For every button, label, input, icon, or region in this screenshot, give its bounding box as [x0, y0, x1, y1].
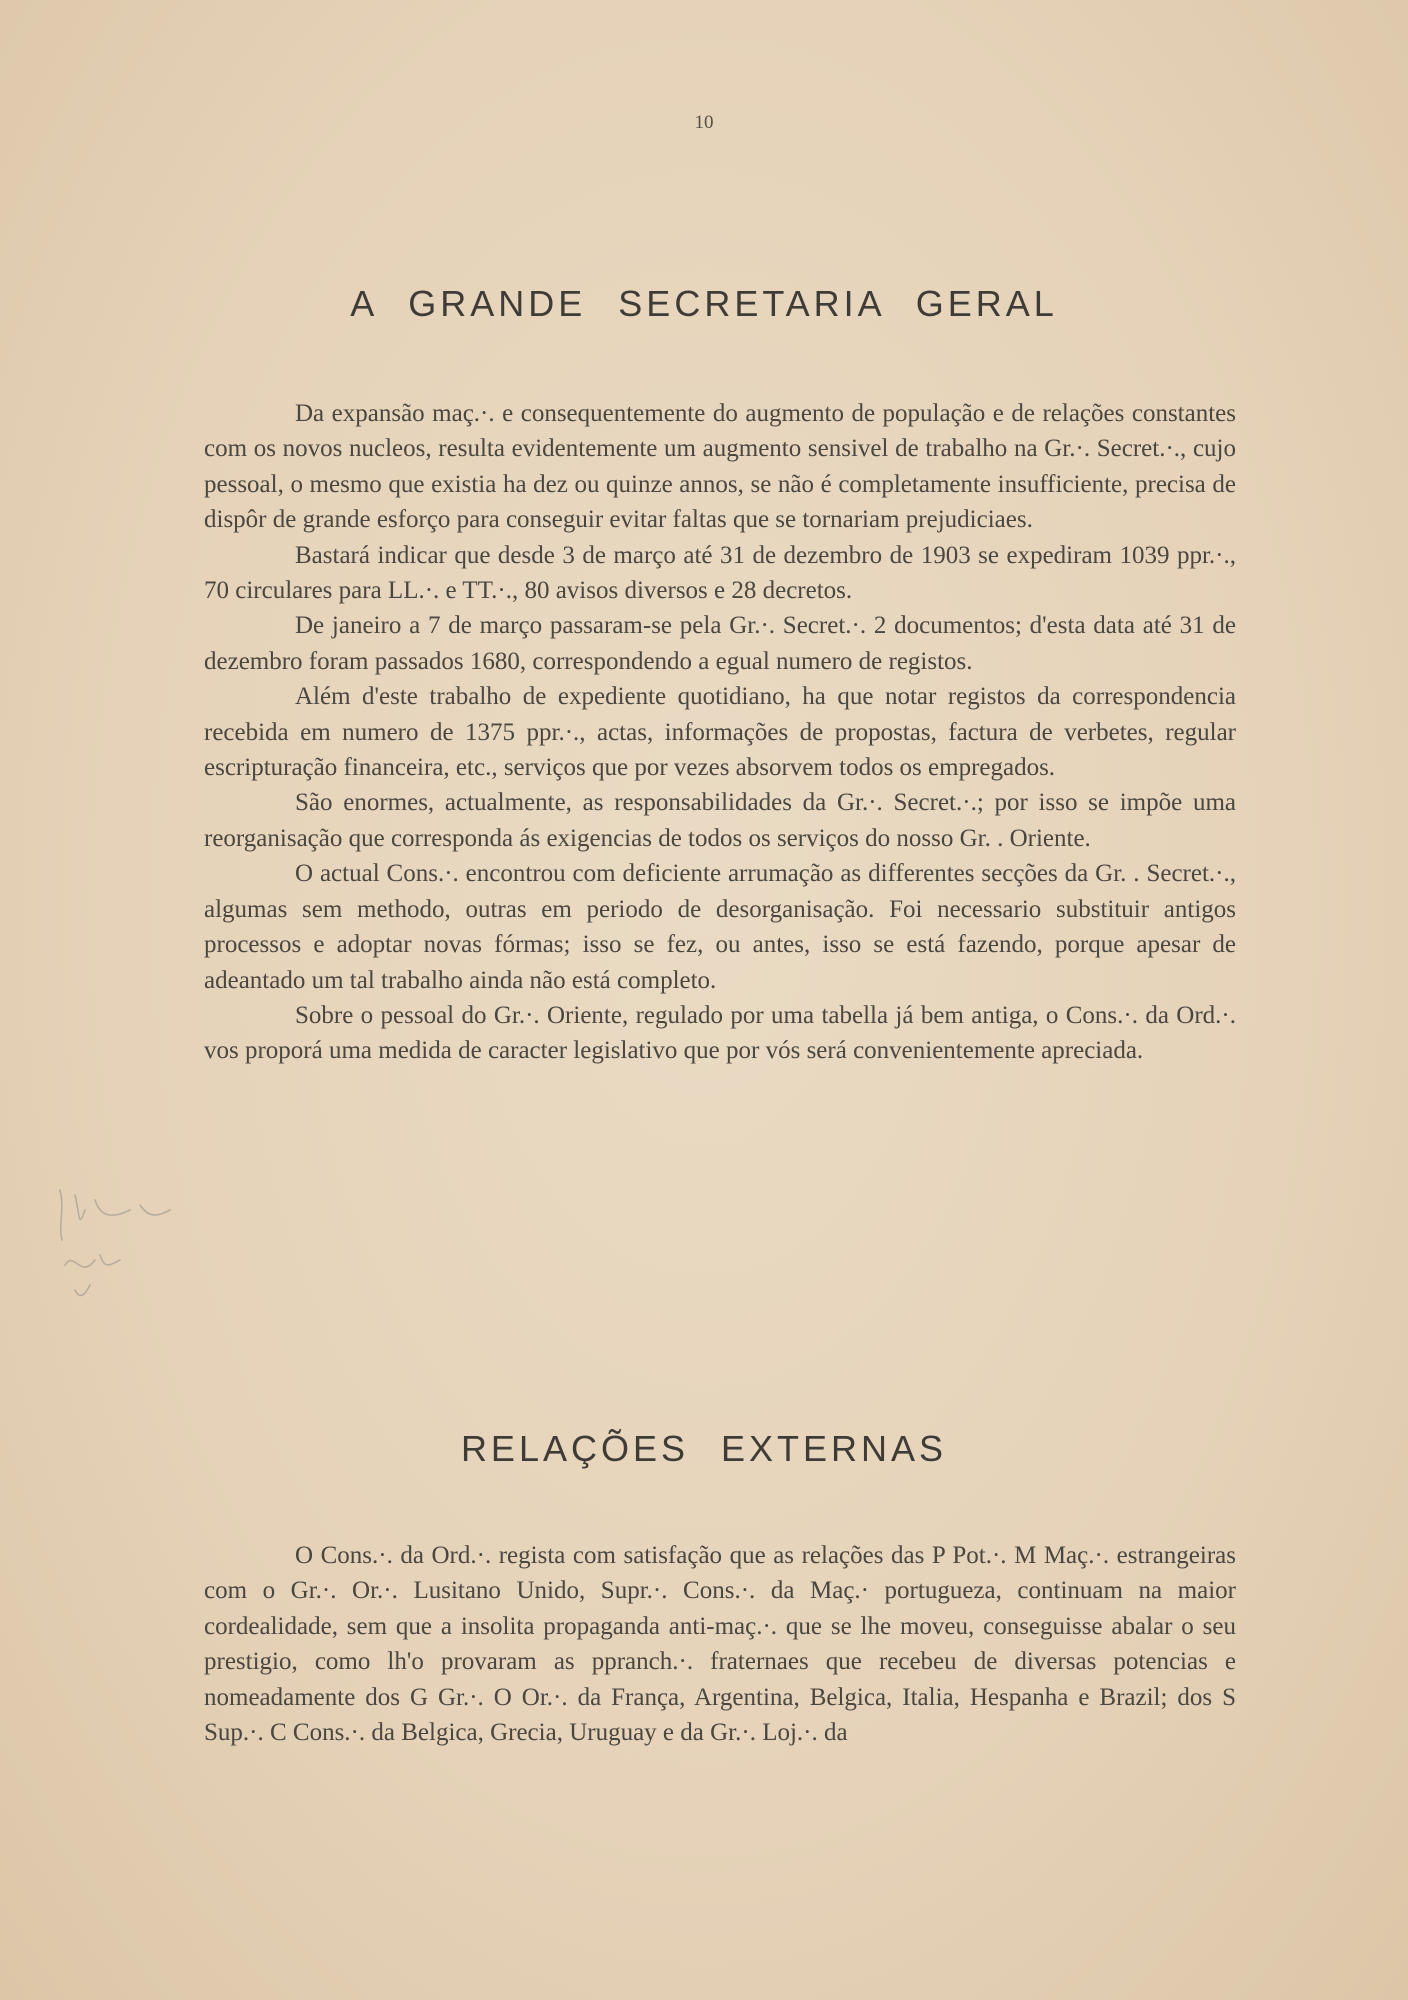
- paragraph: Sobre o pessoal do Gr.·. Oriente, regulado por uma tabella já bem antiga, o Cons.·. da Ord.·. vos proporá uma medida de caracter legislativo que por vós será convenientemente apreciada.: [204, 1001, 1236, 1065]
- paragraph: O actual Cons.·. encontrou com deficiente arrumação as differentes secções da Gr. . Secret.·., algumas sem methodo, outras em periodo de desorganisação. Foi necessario substituir antigos processos e adoptar novas fórmas; isso se fez, ou antes, isso se está fazendo, porque apesar de adeantado um tal trabalho ainda não está completo.: [204, 860, 1236, 994]
- section-body-secretaria: [204, 396, 1236, 1069]
- handwritten-marginalia-scribble: [40, 1170, 190, 1320]
- section-heading-secretaria: A GRANDE SECRETARIA GERAL: [350, 283, 1058, 324]
- paragraph: O Cons.·. da Ord.·. regista com satisfação que as relações das P Pot.·. M Maç.·. estrangeiras com o Gr.·. Or.·. Lusitano Unido, Supr.·. Cons.·. da Maç.· portugueza, continuam na maior cordealidade, sem que a insolita propaganda anti-maç.·. que se lhe moveu, conseguisse abalar o seu prestigio, como lh'o provaram as ppranch.·. fraternaes que recebeu de diversas potencias e nomeadamente dos G Gr.·. O Or.·. da França, Argentina, Belgica, Italia, Hespanha e Brazil; dos S Sup.·. C Cons.·. da Belgica, Grecia, Uruguay e da Gr.·. Loj.·. da: [204, 1542, 1236, 1747]
- paragraph: Bastará indicar que desde 3 de março até 31 de dezembro de 1903 se expediram 1039 ppr.·., 70 circulares para LL.·. e TT.·., 80 avisos diversos e 28 decretos.: [204, 541, 1236, 605]
- paragraph: De janeiro a 7 de março passaram-se pela Gr.·. Secret.·. 2 documentos; d'esta data até 31 de dezembro foram passados 1680, correspondendo a egual numero de registos.: [204, 612, 1236, 675]
- section-body-relacoes: [204, 1538, 1236, 1750]
- page-number: 10: [694, 112, 714, 133]
- paragraph: São enormes, actualmente, as responsabilidades da Gr.·. Secret.·.; por isso se impõe uma reorganisação que corresponda ás exigencias de todos os serviços do nosso Gr. . Oriente.: [204, 789, 1236, 852]
- section-heading-relacoes: RELAÇÕES EXTERNAS: [460, 1428, 948, 1469]
- paragraph: Além d'este trabalho de expediente quotidiano, ha que notar registos da correspondencia recebida em numero de 1375 ppr.·., actas, informações de propostas, factura de verbetes, regular escripturação financeira, etc., serviços que por vezes absorvem todos os empregados.: [204, 683, 1236, 782]
- paragraph: Da expansão maç.·. e consequentemente do augmento de população e de relações constantes com os novos nucleos, resulta evidentemente um augmento sensivel de trabalho na Gr.·. Secret.·., cujo pessoal, o mesmo que existia ha dez ou quinze annos, se não é completamente insufficiente, precisa de dispôr de grande esforço para conseguir evitar faltas que se tornariam prejudiciaes.: [204, 400, 1236, 534]
